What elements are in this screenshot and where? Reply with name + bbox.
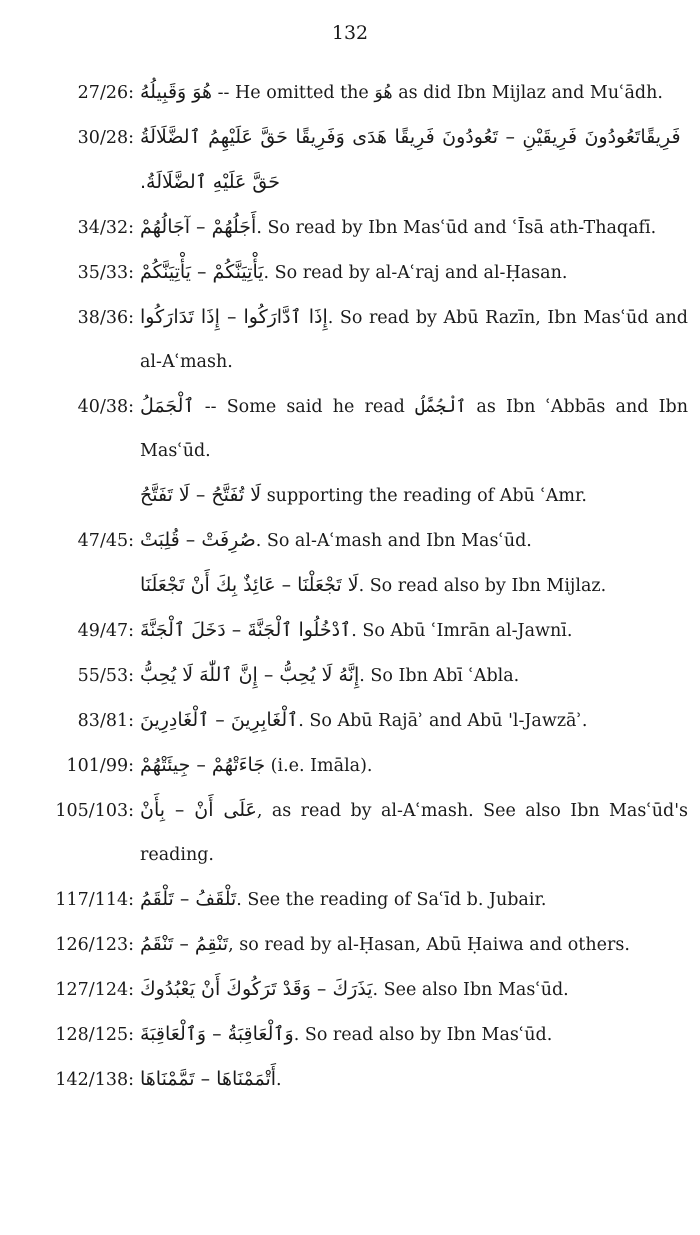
entry-comment: فَرِيقًا حَقَّ عَلَيْهِ ٱلضَّلَالَةُ.	[140, 126, 688, 193]
entry-comment: -- He omitted the هُوَ as did Ibn Mijlaz and Muʿādh.	[212, 83, 663, 103]
reading-entry	[0, 653, 700, 698]
entry-body	[140, 967, 700, 1012]
verse-reference: 83/81:	[77, 711, 134, 731]
reading-entry	[0, 877, 700, 922]
reading-entry	[0, 384, 700, 473]
entry-body	[140, 115, 700, 205]
reading-entry	[0, 1057, 700, 1102]
entry-comment: .	[276, 1070, 282, 1090]
verse-reference: 105/103:	[55, 801, 134, 821]
verse-reference: 47/45:	[77, 531, 134, 551]
reading-entry	[0, 473, 700, 518]
entry-comment: supporting the reading of Abū ʿAmr.	[261, 486, 587, 506]
arabic-variant: لَا تُفَتَّحُ – لَا تَفَتَّحُ	[140, 484, 262, 506]
reading-entry	[0, 70, 700, 115]
verse-reference: 34/32:	[77, 218, 134, 238]
arabic-variant: وَٱلْعَاقِبَةُ – وَٱلْعَاقِبَةَ	[140, 1023, 294, 1045]
arabic-variant: تَعُودُونَ فَرِيقَيْنِ – تَعُودُونَ فَرِيقًا هَدَى وَفَرِيقًا حَقَّ عَلَيْهِمُ ٱلضَّلَالَةُ	[140, 126, 641, 148]
reading-entry	[0, 518, 700, 563]
entry-body	[140, 384, 700, 473]
arabic-variant: هُوَ وَقَبِيلُهُ	[140, 81, 213, 103]
entry-body	[140, 788, 700, 877]
entry-body	[140, 653, 700, 698]
entry-comment: . See also Ibn Masʿūd.	[372, 980, 569, 1000]
entry-body	[140, 295, 700, 384]
arabic-variant: لَا تَجْعَلْنَا – عَائِذٌ بِكَ أَنْ تَجْعَلَنَا	[140, 574, 359, 596]
reading-entry	[0, 250, 700, 295]
reading-entry	[0, 1012, 700, 1057]
entry-body	[140, 608, 700, 653]
entry-comment: . So read also by Ibn Masʿūd.	[293, 1025, 553, 1045]
arabic-variant: جَاءَتْهُمْ – جِيئَتْهُمْ	[140, 754, 266, 776]
entry-body	[140, 1012, 700, 1057]
entry-body	[140, 473, 700, 518]
entry-comment: . So read by al-Aʿraj and al-Ḥasan.	[263, 263, 568, 283]
reading-entry	[0, 295, 700, 384]
arabic-variant: يَذَرَكَ – وَقَدْ تَرَكُوكَ أَنْ يَعْبُدُوكَ	[140, 978, 373, 1000]
arabic-variant: صُرِفَتْ – قُلِبَتْ	[140, 529, 256, 551]
reading-entry	[0, 698, 700, 743]
arabic-variant: أَجَلُهُمْ – آجَالُهُمْ	[140, 216, 257, 238]
entry-comment: . See the reading of Saʿīd b. Jubair.	[236, 890, 547, 910]
reading-entry	[0, 922, 700, 967]
arabic-variant: ٱلْغَابِرِينَ – ٱلْغَادِرِينَ	[140, 709, 299, 731]
reading-entry	[0, 205, 700, 250]
arabic-variant: أَتْمَمْنَاهَا – تَمَّمْنَاهَا	[140, 1068, 277, 1090]
entry-comment: . So read by Ibn Masʿūd and ʿĪsā ath-Thaqafī.	[256, 218, 657, 238]
arabic-variant: إِنَّهُ لَا يُحِبُّ – إِنَّ ٱللّٰهَ لَا يُحِبُّ	[140, 664, 360, 686]
reading-entry	[0, 608, 700, 653]
entry-body	[140, 250, 700, 295]
entry-body	[140, 1057, 700, 1102]
reading-entry	[0, 743, 700, 788]
reading-entry	[0, 563, 700, 608]
entry-comment: , so read by al-Ḥasan, Abū Ḥaiwa and others.	[228, 935, 630, 955]
arabic-variant: تَنْقِمُ – تَنْقَمُ	[140, 933, 229, 955]
arabic-variant: عَلَى أَنْ – بِأَنْ	[140, 799, 257, 821]
verse-reference: 117/114:	[55, 890, 134, 910]
entry-body	[140, 698, 700, 743]
entry-comment: . So al-Aʿmash and Ibn Masʿūd.	[255, 531, 532, 551]
entry-comment: , as read by al-Aʿmash. See also Ibn Masʿūd's reading.	[140, 801, 688, 865]
entry-body	[140, 877, 700, 922]
entry-body	[140, 922, 700, 967]
entry-comment: . So read also by Ibn Mijlaz.	[358, 576, 607, 596]
page-number: 132	[331, 22, 369, 44]
reading-entry	[0, 115, 700, 205]
verse-reference: 49/47:	[77, 621, 134, 641]
arabic-variant: إِذَا ٱدَّارَكُوا – إِذَا تَدَارَكُوا	[140, 306, 328, 328]
entry-comment: (i.e. Imāla).	[265, 756, 373, 776]
entry-body	[140, 205, 700, 250]
reading-entry	[0, 967, 700, 1012]
entry-comment: -- Some said he read ٱلْجُمَّلُ as Ibn ʿAbbās and Ibn Masʿūd.	[140, 397, 688, 461]
verse-reference: 27/26:	[77, 83, 134, 103]
entry-comment: . So Ibn Abī ʿAbla.	[359, 666, 520, 686]
entry-comment: . So read by Abū Razīn, Ibn Masʿūd and al-Aʿmash.	[140, 308, 688, 372]
entry-body	[140, 563, 700, 608]
reading-entry	[0, 788, 700, 877]
verse-reference: 126/123:	[55, 935, 134, 955]
arabic-variant: ٱلْجَمَلُ	[140, 395, 195, 417]
verse-reference: 142/138:	[55, 1070, 134, 1090]
verse-reference: 128/125:	[55, 1025, 134, 1045]
verse-reference: 35/33:	[77, 263, 134, 283]
verse-reference: 101/99:	[66, 756, 134, 776]
arabic-variant: يَأْتِيَنَّكُمْ – يَأْتِيَنَّكُمْ	[140, 261, 264, 283]
readings-list	[0, 70, 700, 1102]
arabic-variant: تَلْقَفُ – تَلْقَمُ	[140, 888, 237, 910]
entry-body	[140, 70, 700, 115]
verse-reference: 127/124:	[55, 980, 134, 1000]
entry-body	[140, 743, 700, 788]
arabic-variant: ٱدْخُلُوا ٱلْجَنَّةَ – دَخَلَ ٱلْجَنَّةَ	[140, 619, 352, 641]
verse-reference: 30/28:	[77, 128, 134, 148]
entry-comment: . So Abū ʿImrān al-Jawnī.	[351, 621, 573, 641]
entry-comment: . So Abū Rajāʾ and Abū 'l-Jawzāʾ.	[298, 711, 588, 731]
verse-reference: 40/38:	[77, 397, 134, 417]
entry-body	[140, 518, 700, 563]
verse-reference: 55/53:	[77, 666, 134, 686]
verse-reference: 38/36:	[77, 308, 134, 328]
